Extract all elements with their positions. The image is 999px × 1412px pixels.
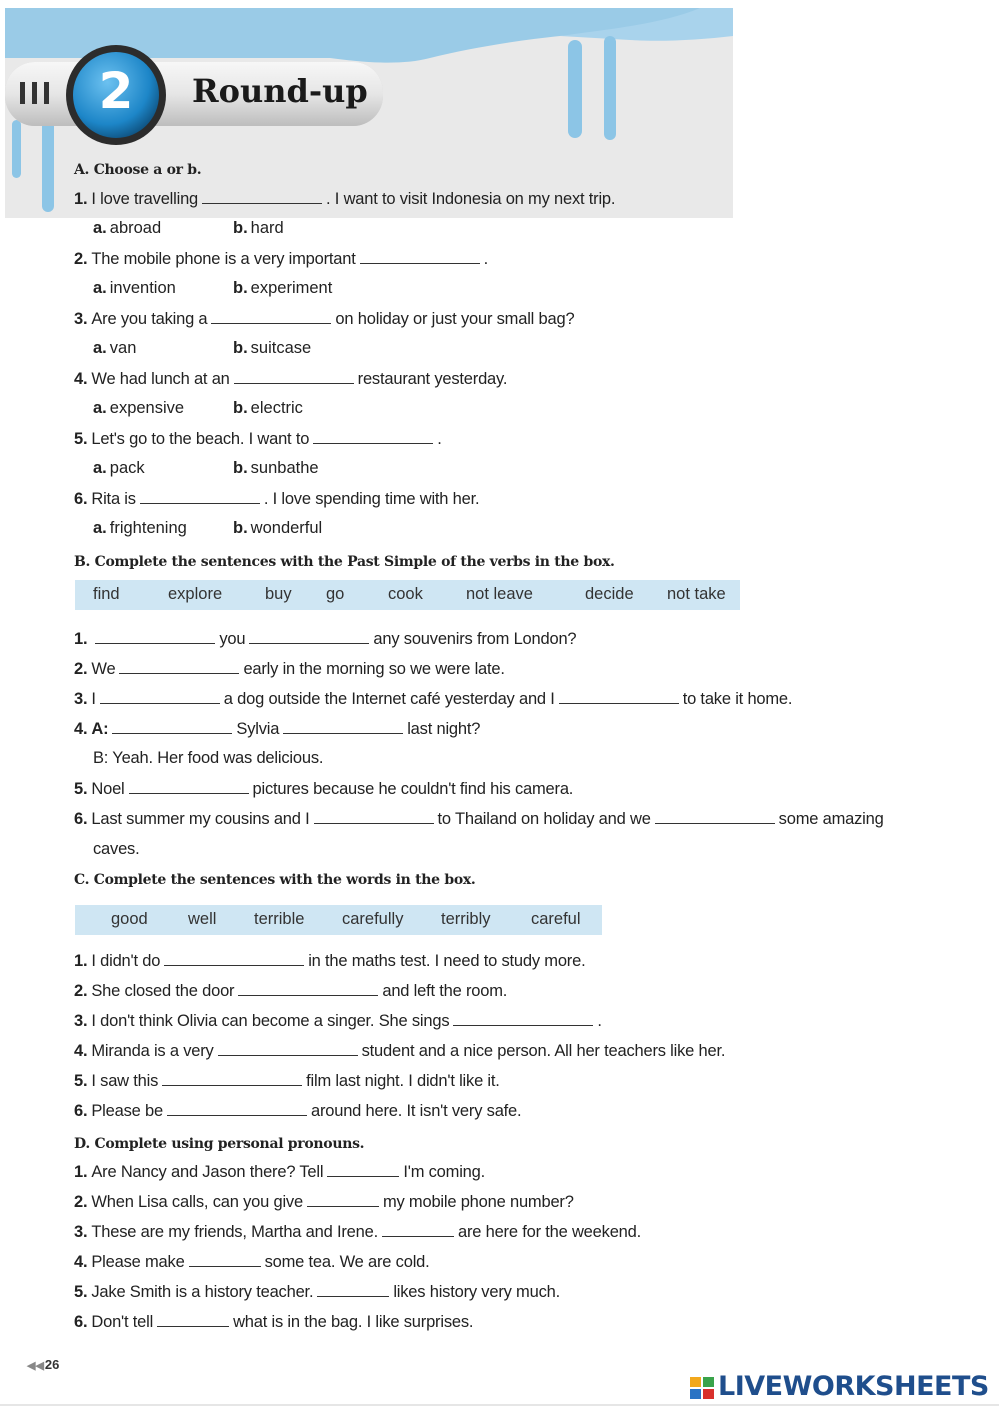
page-number: ◀◀26	[27, 1357, 60, 1372]
word-box-item: decide	[585, 585, 634, 603]
answer-blank[interactable]	[167, 1101, 307, 1116]
answer-blank[interactable]	[313, 429, 433, 444]
answer-blank[interactable]	[238, 981, 378, 996]
answer-blank[interactable]	[453, 1011, 593, 1026]
section-b-item-4-reply: B: Yeah. Her food was delicious.	[93, 749, 324, 767]
footer-divider	[0, 1404, 999, 1406]
answer-blank[interactable]	[360, 249, 480, 264]
section-d-title: D. Complete using personal pronouns.	[74, 1136, 365, 1152]
answer-blank[interactable]	[119, 659, 239, 674]
section-c-word-box	[75, 905, 602, 935]
section-b-item-1: 1. you any souvenirs from London?	[74, 630, 577, 648]
answer-blank[interactable]	[202, 189, 322, 204]
section-c-title: C. Complete the sentences with the words in the box.	[74, 872, 476, 888]
section-a-title: A. Choose a or b.	[74, 162, 202, 178]
section-c-item-6: 6. Please be around here. It isn't very safe.	[74, 1102, 522, 1120]
answer-blank[interactable]	[327, 1162, 399, 1177]
unit-number: 2	[98, 62, 134, 120]
word-box-item: find	[93, 585, 120, 603]
option-b[interactable]: b. wonderful	[233, 519, 323, 537]
answer-blank[interactable]	[140, 489, 260, 504]
word-box-item: terribly	[441, 910, 491, 928]
answer-blank[interactable]	[95, 629, 215, 644]
option-a[interactable]: a. van	[93, 339, 137, 357]
answer-blank[interactable]	[234, 369, 354, 384]
section-c-item-1: 1. I didn't do in the maths test. I need to study more.	[74, 952, 586, 970]
section-b-item-4: 4. A: Sylvia last night?	[74, 720, 481, 738]
word-box-item: well	[188, 910, 217, 928]
section-d-item-3: 3. These are my friends, Martha and Irene. are here for the weekend.	[74, 1223, 642, 1241]
section-b-item-3: 3. I a dog outside the Internet café yesterday and I to take it home.	[74, 690, 793, 708]
answer-blank[interactable]	[655, 809, 775, 824]
answer-blank[interactable]	[382, 1222, 454, 1237]
section-d-item-4: 4. Please make some tea. We are cold.	[74, 1253, 430, 1271]
section-b-item-6: 6. Last summer my cousins and I to Thailand on holiday and we some amazing	[74, 810, 884, 828]
word-box-item: careful	[531, 910, 581, 928]
option-b[interactable]: b. suitcase	[233, 339, 312, 357]
section-b-word-box	[75, 580, 740, 610]
section-b-item-5: 5. Noel pictures because he couldn't find his camera.	[74, 780, 574, 798]
answer-blank[interactable]	[112, 719, 232, 734]
answer-blank[interactable]	[157, 1312, 229, 1327]
section-a-item-3: 3. Are you taking a on holiday or just your small bag?	[74, 310, 575, 328]
answer-blank[interactable]	[249, 629, 369, 644]
section-a-item-2: 2. The mobile phone is a very important .	[74, 250, 489, 268]
section-a-item-1: 1. I love travelling . I want to visit Indonesia on my next trip.	[74, 190, 616, 208]
option-a[interactable]: a. abroad	[93, 219, 162, 237]
word-box-item: terrible	[254, 910, 305, 928]
answer-blank[interactable]	[559, 689, 679, 704]
liveworksheets-brand: LIVEWORKSHEETS	[718, 1371, 989, 1402]
option-b[interactable]: b. experiment	[233, 279, 333, 297]
answer-blank[interactable]	[314, 809, 434, 824]
word-box-item: not take	[667, 585, 726, 603]
page-title: Round-up	[192, 72, 368, 110]
answer-blank[interactable]	[164, 951, 304, 966]
section-b-item-2: 2. We early in the morning so we were late.	[74, 660, 505, 678]
section-a-item-4: 4. We had lunch at an restaurant yesterday.	[74, 370, 508, 388]
answer-blank[interactable]	[211, 309, 331, 324]
option-a[interactable]: a. invention	[93, 279, 176, 297]
section-d-item-5: 5. Jake Smith is a history teacher. likes history very much.	[74, 1283, 560, 1301]
section-c-item-5: 5. I saw this film last night. I didn't like it.	[74, 1072, 500, 1090]
word-box-item: go	[326, 585, 345, 603]
word-box-item: good	[111, 910, 148, 928]
option-a[interactable]: a. frightening	[93, 519, 187, 537]
section-d-item-2: 2. When Lisa calls, can you give my mobile phone number?	[74, 1193, 574, 1211]
answer-blank[interactable]	[129, 779, 249, 794]
section-c-item-2: 2. She closed the door and left the room.	[74, 982, 508, 1000]
answer-blank[interactable]	[218, 1041, 358, 1056]
section-d-item-1: 1. Are Nancy and Jason there? Tell I'm coming.	[74, 1163, 485, 1181]
answer-blank[interactable]	[162, 1071, 302, 1086]
liveworksheets-logo-icon	[690, 1371, 716, 1401]
answer-blank[interactable]	[317, 1282, 389, 1297]
section-c-item-3: 3. I don't think Olivia can become a singer. She sings .	[74, 1012, 602, 1030]
option-a[interactable]: a. pack	[93, 459, 145, 477]
word-box-item: cook	[388, 585, 423, 603]
option-b[interactable]: b. sunbathe	[233, 459, 319, 477]
answer-blank[interactable]	[100, 689, 220, 704]
section-d-item-6: 6. Don't tell what is in the bag. I like surprises.	[74, 1313, 474, 1331]
option-a[interactable]: a. expensive	[93, 399, 185, 417]
answer-blank[interactable]	[189, 1252, 261, 1267]
option-b[interactable]: b. electric	[233, 399, 303, 417]
word-box-item: explore	[168, 585, 223, 603]
section-c-item-4: 4. Miranda is a very student and a nice person. All her teachers like her.	[74, 1042, 726, 1060]
word-box-item: carefully	[342, 910, 404, 928]
section-b-item-6-continued: caves.	[93, 840, 140, 858]
section-b-title: B. Complete the sentences with the Past Simple of the verbs in the box.	[74, 554, 615, 570]
section-a-item-6: 6. Rita is . I love spending time with her.	[74, 490, 480, 508]
section-a-item-5: 5. Let's go to the beach. I want to .	[74, 430, 442, 448]
option-b[interactable]: b. hard	[233, 219, 284, 237]
answer-blank[interactable]	[283, 719, 403, 734]
answer-blank[interactable]	[307, 1192, 379, 1207]
word-box-item: not leave	[466, 585, 533, 603]
back-arrows-icon: ◀◀	[27, 1360, 44, 1372]
word-box-item: buy	[265, 585, 292, 603]
